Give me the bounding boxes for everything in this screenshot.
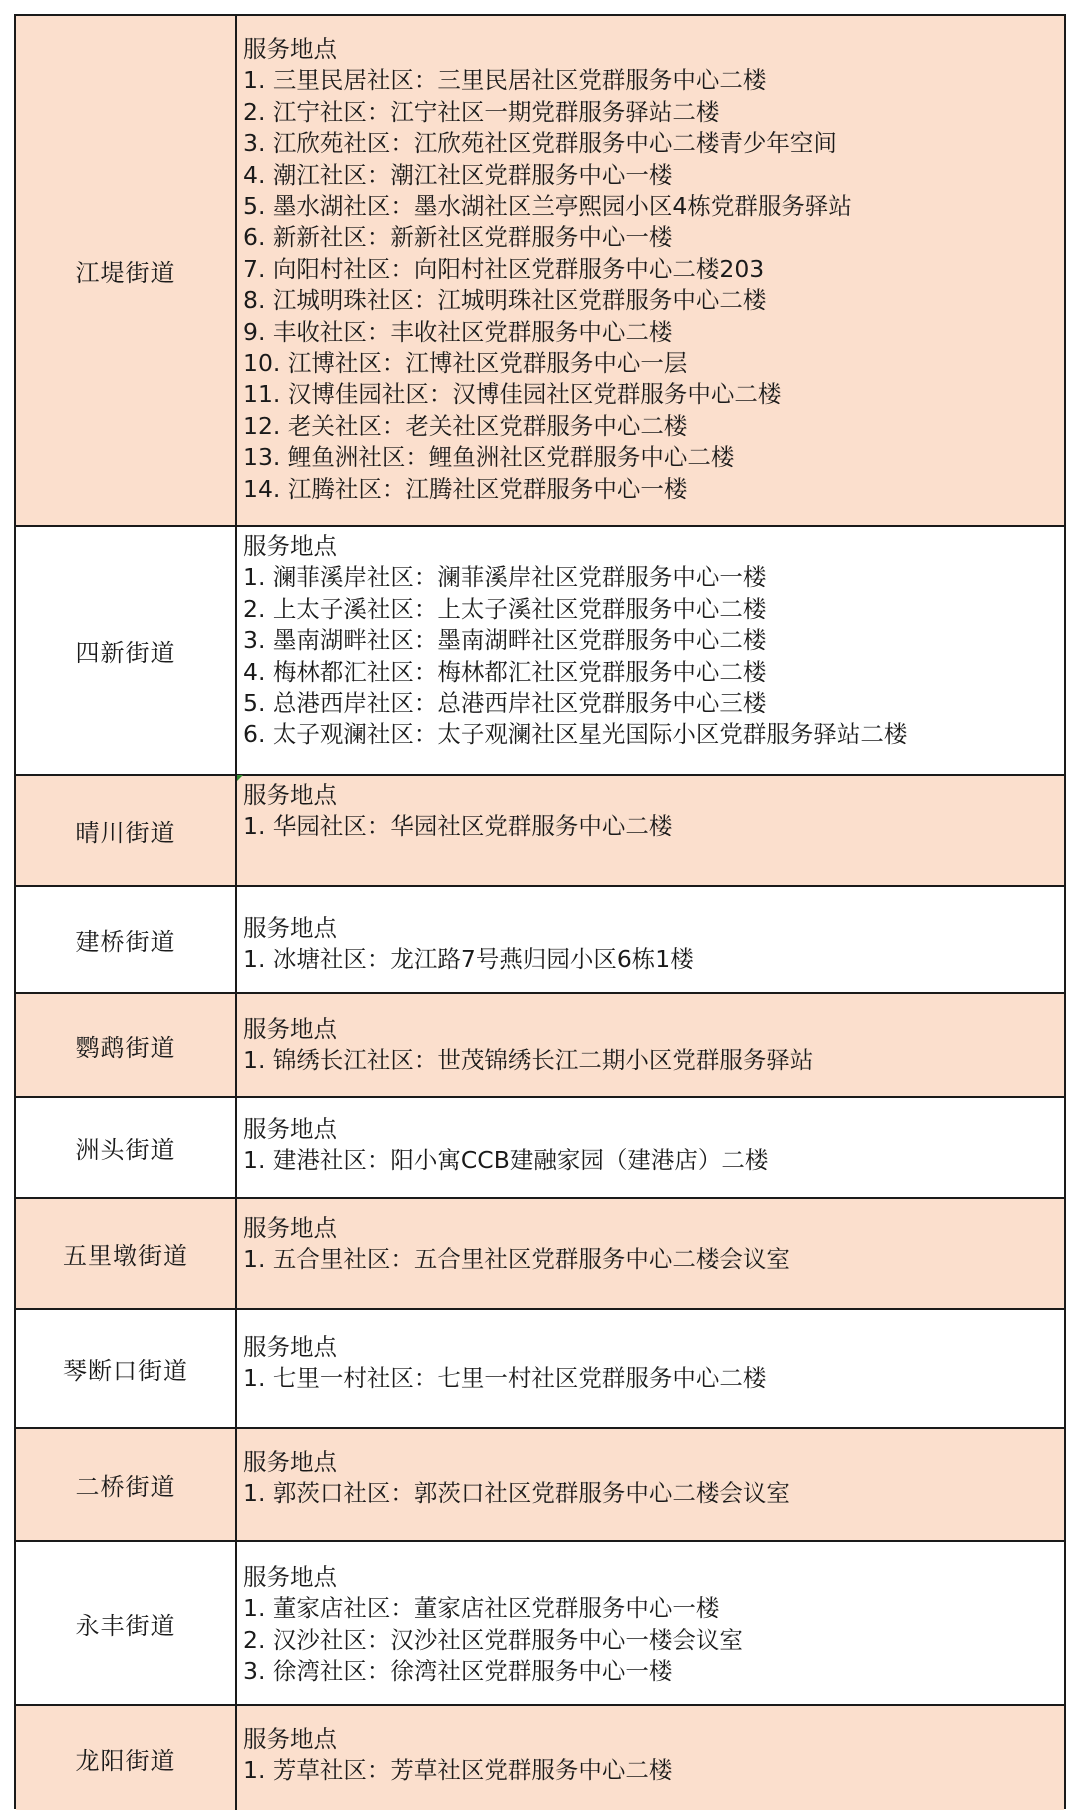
location-item: 1. 建港社区：阳小寓CCB建融家园（建港店）二楼	[243, 1146, 769, 1175]
location-item: 14. 江腾社区：江腾社区党群服务中心一楼	[243, 474, 688, 503]
locations-cell	[237, 994, 1064, 1096]
locations-cell	[237, 34, 1064, 525]
district-cell: 永丰街道	[16, 1542, 237, 1704]
location-item: 3. 徐湾社区：徐湾社区党群服务中心一楼	[243, 1657, 673, 1686]
district-cell: 龙阳街道	[16, 1706, 237, 1810]
location-item: 1. 七里一村社区：七里一村社区党群服务中心二楼	[243, 1364, 767, 1393]
locations-cell	[237, 887, 1064, 992]
location-item: 9. 丰收社区：丰收社区党群服务中心二楼	[243, 317, 673, 346]
location-item: 1. 锦绣长江社区：世茂锦绣长江二期小区党群服务驿站	[243, 1046, 814, 1075]
locations-cell	[237, 1542, 1064, 1704]
table-row	[16, 1706, 1064, 1810]
district-cell: 晴川街道	[16, 776, 237, 885]
table-row	[16, 1310, 1064, 1429]
section-header: 服务地点	[243, 35, 337, 63]
table-row	[16, 776, 1064, 887]
location-item: 2. 上太子溪社区：上太子溪社区党群服务中心二楼	[243, 594, 767, 623]
section-header: 服务地点	[243, 1115, 337, 1143]
section-header: 服务地点	[243, 1563, 337, 1591]
district-cell: 四新街道	[16, 527, 237, 774]
location-item: 13. 鲤鱼洲社区：鲤鱼洲社区党群服务中心二楼	[243, 443, 735, 472]
location-item: 1. 三里民居社区：三里民居社区党群服务中心二楼	[243, 66, 767, 95]
location-item: 3. 江欣苑社区：江欣苑社区党群服务中心二楼青少年空间	[243, 129, 837, 158]
district-cell: 二桥街道	[16, 1429, 237, 1540]
table-row	[16, 1542, 1064, 1706]
location-item: 1. 冰塘社区：龙江路7号燕归园小区6栋1楼	[243, 945, 694, 974]
location-item: 1. 芳草社区：芳草社区党群服务中心二楼	[243, 1756, 673, 1785]
locations-cell	[237, 527, 1064, 774]
table-row	[16, 1098, 1064, 1199]
section-header: 服务地点	[243, 781, 337, 809]
location-item: 4. 梅林都汇社区：梅林都汇社区党群服务中心二楼	[243, 657, 767, 686]
location-item: 7. 向阳村社区：向阳村社区党群服务中心二楼203	[243, 254, 765, 283]
section-header: 服务地点	[243, 914, 337, 942]
locations-cell	[237, 776, 1064, 885]
section-header: 服务地点	[243, 1333, 337, 1361]
location-item: 2. 江宁社区：江宁社区一期党群服务驿站二楼	[243, 97, 720, 126]
cell-selection-marker	[237, 775, 243, 781]
location-item: 1. 华园社区：华园社区党群服务中心二楼	[243, 812, 673, 841]
location-item: 5. 总港西岸社区：总港西岸社区党群服务中心三楼	[243, 689, 767, 718]
location-item: 1. 澜菲溪岸社区：澜菲溪岸社区党群服务中心一楼	[243, 563, 767, 592]
section-header: 服务地点	[243, 1448, 337, 1476]
section-header: 服务地点	[243, 532, 337, 560]
location-item: 1. 董家店社区：董家店社区党群服务中心一楼	[243, 1594, 720, 1623]
table-row	[16, 887, 1064, 994]
table-row	[16, 1429, 1064, 1542]
location-item: 6. 太子观澜社区：太子观澜社区星光国际小区党群服务驿站二楼	[243, 720, 908, 749]
section-header: 服务地点	[243, 1725, 337, 1753]
district-cell: 五里墩街道	[16, 1199, 237, 1308]
locations-cell	[237, 1429, 1064, 1540]
locations-cell	[237, 1706, 1064, 1810]
location-item: 10. 江博社区：江博社区党群服务中心一层	[243, 349, 688, 378]
district-cell: 鹦鹉街道	[16, 994, 237, 1096]
location-item: 2. 汉沙社区：汉沙社区党群服务中心一楼会议室	[243, 1625, 743, 1654]
location-item: 1. 郭茨口社区：郭茨口社区党群服务中心二楼会议室	[243, 1479, 790, 1508]
locations-cell	[237, 1098, 1064, 1197]
table-row	[16, 1199, 1064, 1310]
district-cell: 琴断口街道	[16, 1310, 237, 1427]
table-row	[16, 527, 1064, 776]
service-locations-table	[14, 14, 1066, 1809]
location-item: 12. 老关社区：老关社区党群服务中心二楼	[243, 411, 688, 440]
district-cell: 洲头街道	[16, 1098, 237, 1197]
location-item: 5. 墨水湖社区：墨水湖社区兰亭熙园小区4栋党群服务驿站	[243, 192, 852, 221]
section-header: 服务地点	[243, 1214, 337, 1242]
section-header: 服务地点	[243, 1015, 337, 1043]
district-cell: 建桥街道	[16, 887, 237, 992]
table-row	[16, 994, 1064, 1098]
table-row	[16, 16, 1064, 527]
location-item: 3. 墨南湖畔社区：墨南湖畔社区党群服务中心二楼	[243, 626, 767, 655]
locations-cell	[237, 1199, 1064, 1308]
location-item: 11. 汉博佳园社区：汉博佳园社区党群服务中心二楼	[243, 380, 782, 409]
locations-cell	[237, 1310, 1064, 1427]
location-item: 1. 五合里社区：五合里社区党群服务中心二楼会议室	[243, 1245, 790, 1274]
location-item: 6. 新新社区：新新社区党群服务中心一楼	[243, 223, 673, 252]
location-item: 4. 潮江社区：潮江社区党群服务中心一楼	[243, 160, 673, 189]
district-cell: 江堤街道	[16, 16, 237, 525]
location-item: 8. 江城明珠社区：江城明珠社区党群服务中心二楼	[243, 286, 767, 315]
